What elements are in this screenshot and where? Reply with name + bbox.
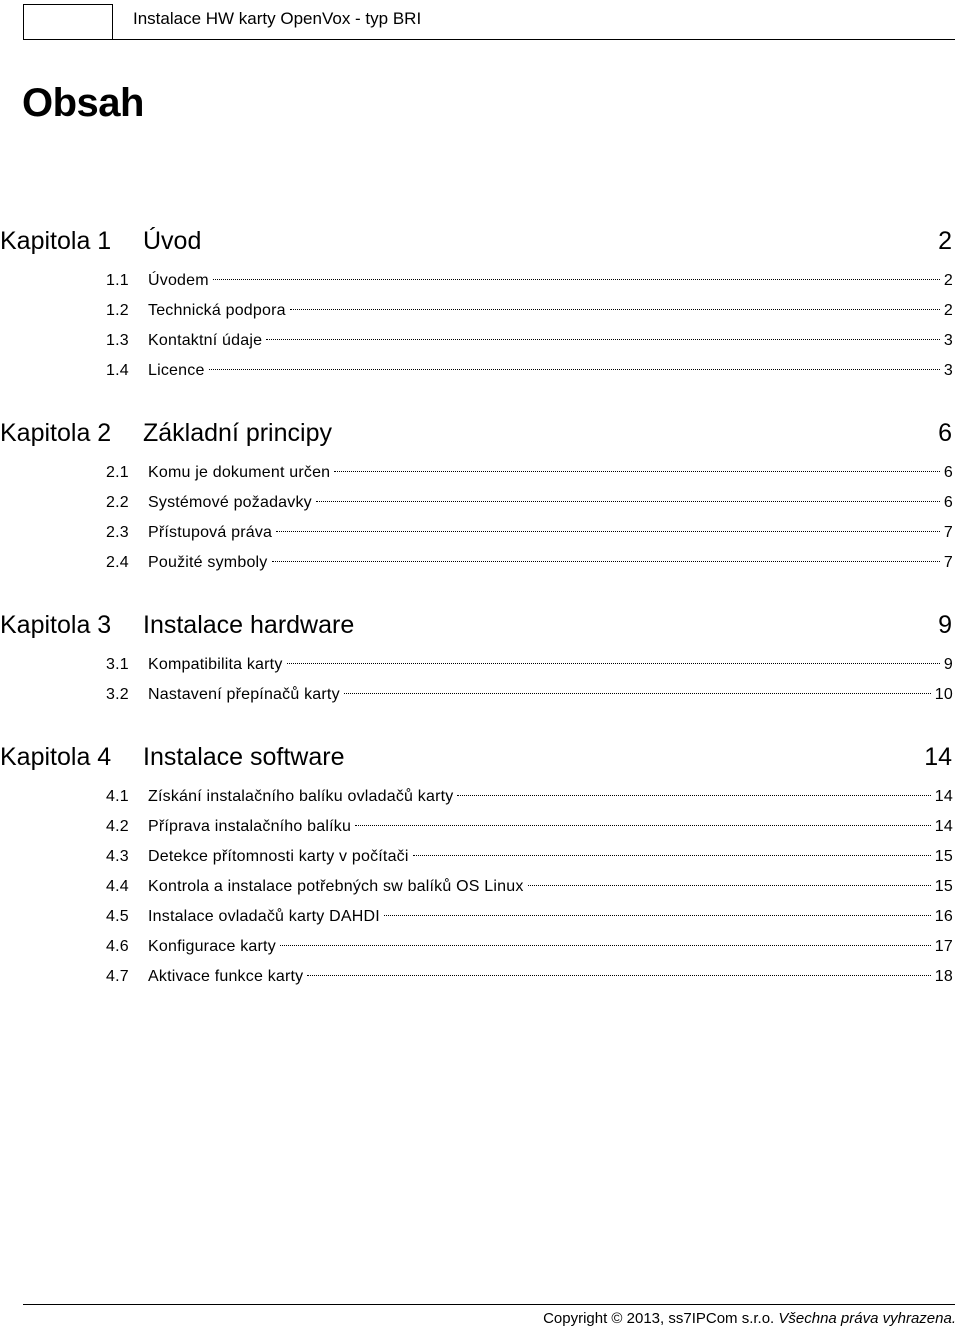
entry-page: 7 bbox=[943, 524, 953, 541]
toc-entry[interactable] bbox=[0, 650, 960, 680]
entry-number: 4.6 bbox=[106, 938, 129, 955]
toc-chapter bbox=[0, 216, 960, 386]
entry-number: 4.7 bbox=[106, 968, 129, 985]
entry-number: 1.1 bbox=[106, 272, 129, 289]
dot-leader bbox=[209, 369, 940, 370]
entry-number: 2.1 bbox=[106, 464, 129, 481]
toc-entry[interactable] bbox=[0, 356, 960, 386]
entry-title: Instalace ovladačů karty DAHDI bbox=[148, 908, 380, 925]
entry-page: 17 bbox=[934, 938, 953, 955]
entry-line bbox=[148, 326, 953, 356]
entry-line bbox=[148, 296, 953, 326]
header-rule bbox=[113, 39, 955, 40]
chapter-title: Úvod bbox=[143, 227, 202, 255]
entry-title: Detekce přítomnosti karty v počítači bbox=[148, 848, 409, 865]
chapter-page: 14 bbox=[924, 743, 952, 771]
table-of-contents bbox=[0, 216, 960, 1014]
dot-leader bbox=[384, 915, 931, 916]
entry-title: Nastavení přepínačů karty bbox=[148, 686, 340, 703]
entry-line bbox=[148, 518, 953, 548]
dot-leader bbox=[457, 795, 930, 796]
dot-leader bbox=[307, 975, 930, 976]
entry-line bbox=[148, 356, 953, 386]
entry-title: Licence bbox=[148, 362, 205, 379]
page-header bbox=[0, 0, 960, 44]
entry-title: Příprava instalačního balíku bbox=[148, 818, 352, 835]
entry-line bbox=[148, 548, 953, 578]
toc-entry[interactable] bbox=[0, 962, 960, 992]
toc-entry[interactable] bbox=[0, 902, 960, 932]
entry-page: 2 bbox=[943, 272, 953, 289]
chapter-label: Kapitola 1 bbox=[0, 227, 112, 255]
entry-line bbox=[148, 842, 953, 872]
entry-line bbox=[148, 902, 953, 932]
toc-entry[interactable] bbox=[0, 326, 960, 356]
entry-number: 1.4 bbox=[106, 362, 129, 379]
header-title: Instalace HW karty OpenVox - typ BRI bbox=[133, 9, 422, 28]
entry-number: 2.4 bbox=[106, 554, 129, 571]
toc-entry[interactable] bbox=[0, 518, 960, 548]
dot-leader bbox=[355, 825, 931, 826]
chapter-heading[interactable] bbox=[0, 216, 960, 266]
chapter-page: 9 bbox=[938, 611, 952, 639]
entry-number: 4.4 bbox=[106, 878, 129, 895]
entry-number: 3.1 bbox=[106, 656, 129, 673]
chapter-title: Instalace hardware bbox=[143, 611, 355, 639]
dot-leader bbox=[213, 279, 940, 280]
dot-leader bbox=[266, 339, 940, 340]
entry-line bbox=[148, 458, 953, 488]
entry-title: Aktivace funkce karty bbox=[148, 968, 304, 985]
entry-number: 1.2 bbox=[106, 302, 129, 319]
chapter-title: Základní principy bbox=[143, 419, 332, 447]
entry-line bbox=[148, 962, 953, 992]
header-box bbox=[23, 4, 113, 40]
entry-line bbox=[148, 812, 953, 842]
entry-line bbox=[148, 266, 953, 296]
entry-number: 4.3 bbox=[106, 848, 129, 865]
dot-leader bbox=[276, 531, 940, 532]
entry-line bbox=[148, 782, 953, 812]
page-title: Obsah bbox=[22, 81, 144, 125]
toc-entry[interactable] bbox=[0, 488, 960, 518]
entry-page: 10 bbox=[934, 686, 953, 703]
footer-rights: Všechna práva vyhrazena. bbox=[778, 1310, 956, 1327]
chapter-label: Kapitola 3 bbox=[0, 611, 112, 639]
chapter-title: Instalace software bbox=[143, 743, 345, 771]
entry-title: Použité symboly bbox=[148, 554, 268, 571]
dot-leader bbox=[287, 663, 940, 664]
toc-entry[interactable] bbox=[0, 932, 960, 962]
entry-page: 6 bbox=[943, 494, 953, 511]
entry-page: 16 bbox=[934, 908, 953, 925]
footer-rule bbox=[23, 1304, 955, 1305]
toc-chapter bbox=[0, 732, 960, 992]
entry-number: 4.2 bbox=[106, 818, 129, 835]
chapter-label: Kapitola 4 bbox=[0, 743, 112, 771]
entry-page: 14 bbox=[934, 788, 953, 805]
toc-chapter bbox=[0, 408, 960, 578]
entry-page: 18 bbox=[934, 968, 953, 985]
footer-copyright: Copyright © 2013, ss7IPCom s.r.o. bbox=[543, 1310, 775, 1327]
dot-leader bbox=[528, 885, 931, 886]
entry-page: 15 bbox=[934, 848, 953, 865]
entry-title: Získání instalačního balíku ovladačů karty bbox=[148, 788, 454, 805]
entry-number: 3.2 bbox=[106, 686, 129, 703]
dot-leader bbox=[316, 501, 940, 502]
toc-entry[interactable] bbox=[0, 548, 960, 578]
entry-number: 4.5 bbox=[106, 908, 129, 925]
entry-page: 15 bbox=[934, 878, 953, 895]
dot-leader bbox=[272, 561, 940, 562]
entry-title: Systémové požadavky bbox=[148, 494, 312, 511]
entry-line bbox=[148, 650, 953, 680]
entry-line bbox=[148, 680, 953, 710]
entry-page: 6 bbox=[943, 464, 953, 481]
entry-title: Konfigurace karty bbox=[148, 938, 276, 955]
toc-entry[interactable] bbox=[0, 842, 960, 872]
entry-page: 3 bbox=[943, 362, 953, 379]
toc-entry[interactable] bbox=[0, 872, 960, 902]
entry-title: Přístupová práva bbox=[148, 524, 273, 541]
dot-leader bbox=[334, 471, 940, 472]
toc-entry[interactable] bbox=[0, 266, 960, 296]
toc-chapter bbox=[0, 600, 960, 710]
entry-number: 1.3 bbox=[106, 332, 129, 349]
footer bbox=[543, 1309, 956, 1329]
chapter-page: 6 bbox=[938, 419, 952, 447]
chapter-heading[interactable] bbox=[0, 732, 960, 782]
chapter-label: Kapitola 2 bbox=[0, 419, 112, 447]
entry-title: Kontrola a instalace potřebných sw balíků OS Linux bbox=[148, 878, 524, 895]
dot-leader bbox=[344, 693, 931, 694]
chapter-heading[interactable] bbox=[0, 600, 960, 650]
chapter-heading[interactable] bbox=[0, 408, 960, 458]
entry-number: 4.1 bbox=[106, 788, 129, 805]
entry-line bbox=[148, 932, 953, 962]
dot-leader bbox=[280, 945, 931, 946]
entry-number: 2.3 bbox=[106, 524, 129, 541]
entry-page: 9 bbox=[943, 656, 953, 673]
entry-title: Úvodem bbox=[148, 272, 209, 289]
entry-page: 3 bbox=[943, 332, 953, 349]
entry-title: Technická podpora bbox=[148, 302, 286, 319]
toc-entry[interactable] bbox=[0, 680, 960, 710]
dot-leader bbox=[290, 309, 940, 310]
toc-entry[interactable] bbox=[0, 812, 960, 842]
entry-number: 2.2 bbox=[106, 494, 129, 511]
toc-entry[interactable] bbox=[0, 458, 960, 488]
entry-title: Kompatibilita karty bbox=[148, 656, 283, 673]
chapter-page: 2 bbox=[938, 227, 952, 255]
entry-title: Kontaktní údaje bbox=[148, 332, 263, 349]
entry-page: 7 bbox=[943, 554, 953, 571]
toc-entry[interactable] bbox=[0, 296, 960, 326]
entry-page: 14 bbox=[934, 818, 953, 835]
toc-entry[interactable] bbox=[0, 782, 960, 812]
entry-page: 2 bbox=[943, 302, 953, 319]
entry-line bbox=[148, 872, 953, 902]
entry-line bbox=[148, 488, 953, 518]
dot-leader bbox=[413, 855, 931, 856]
entry-title: Komu je dokument určen bbox=[148, 464, 331, 481]
